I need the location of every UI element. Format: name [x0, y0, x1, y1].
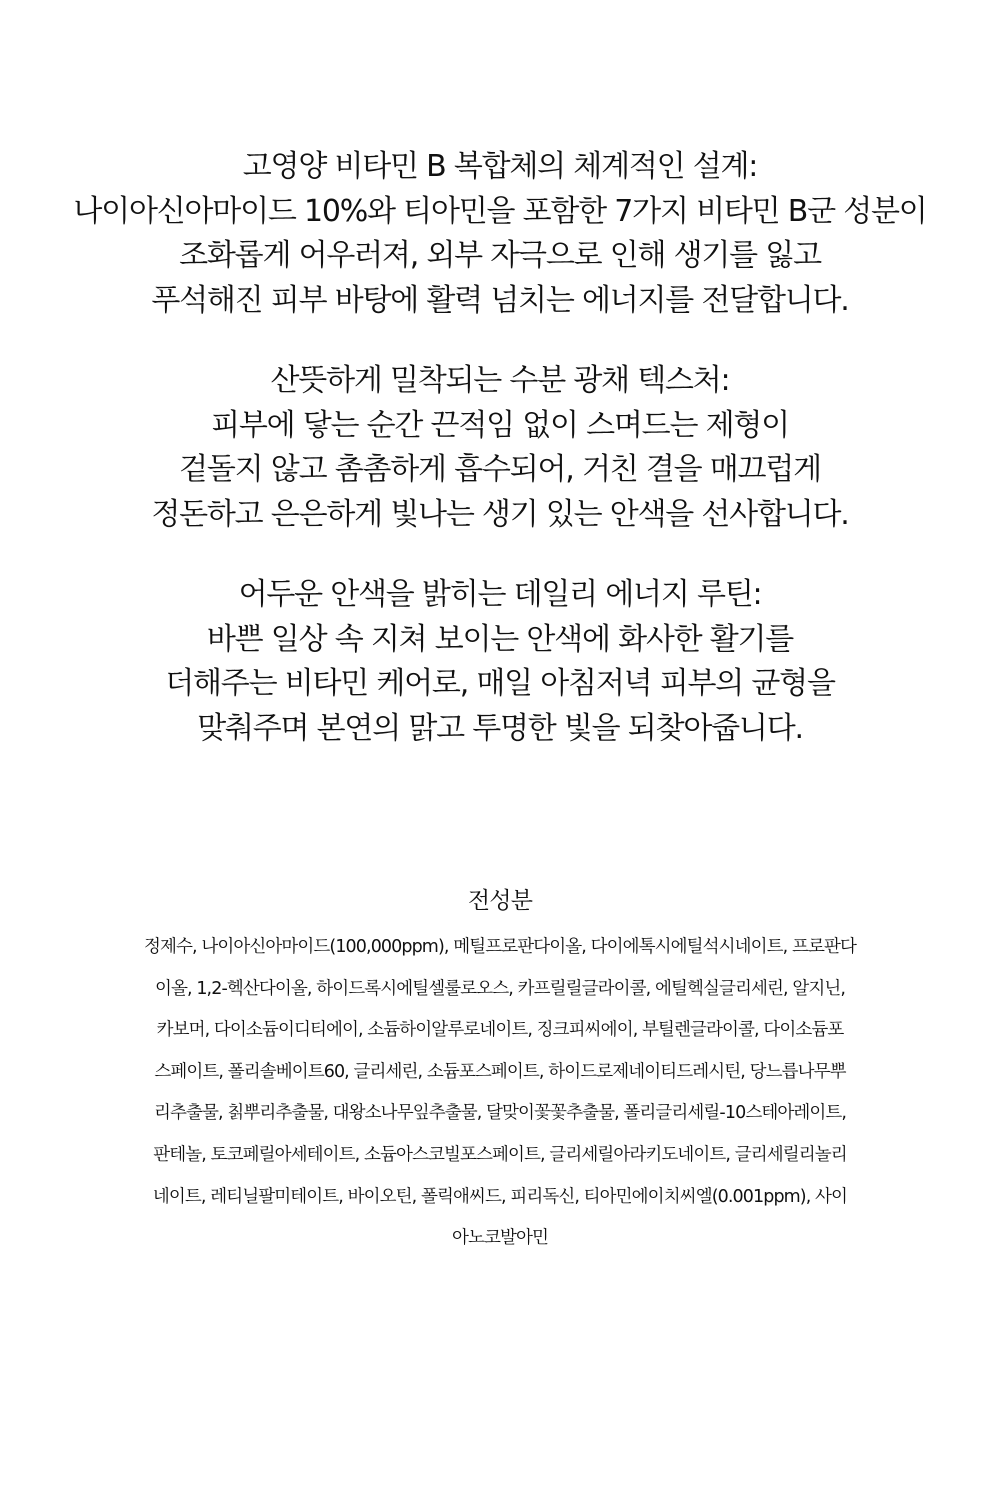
feature-text-line: 정돈하고 은은하게 빛나는 생기 있는 안색을 선사합니다. [151, 497, 849, 533]
feature-heading: 산뜻하게 밀착되는 수분 광채 텍스처: [270, 363, 730, 398]
ingredients-title: 전성분 [467, 888, 533, 914]
feature-text-line: 나이아신아마이드 10%와 티아민을 포함한 7가지 비타민 B군 성분이 [73, 193, 927, 229]
feature-section-texture [20, 359, 980, 538]
ingredients-line: 아노코발아민 [451, 1228, 549, 1249]
feature-text-line: 푸석해진 피부 바탕에 활력 넘치는 에너지를 전달합니다. [151, 283, 849, 319]
feature-heading: 고영양 비타민 B 복합체의 체계적인 설계: [242, 149, 758, 184]
feature-section-vitamin-b-complex [20, 145, 980, 324]
feature-text-line: 피부에 닿는 순간 끈적임 없이 스며드는 제형이 [211, 407, 789, 443]
feature-text-line: 더해주는 비타민 케어로, 매일 아침저녁 피부의 균형을 [165, 666, 835, 702]
ingredients-line: 판테놀, 토코페릴아세테이트, 소듐아스코빌포스페이트, 글리세릴아라키도네이트, 글리세릴리놀리 [153, 1144, 847, 1165]
ingredients-line: 네이트, 레티닐팔미테이트, 바이오틴, 폴릭애씨드, 피리독신, 티아민에이치씨엘(0.001ppm), 사이 [152, 1186, 848, 1207]
ingredients-line: 이올, 1,2-헥산다이올, 하이드록시에틸셀룰로오스, 카프릴릴글라이콜, 에틸헥실글리세린, 알지닌, [154, 978, 846, 999]
feature-text-line: 겉돌지 않고 촘촘하게 흡수되어, 거친 결을 매끄럽게 [179, 452, 821, 488]
ingredients-line: 정제수, 나이아신아마이드(100,000ppm), 메틸프로판다이올, 다이에톡시에틸석시네이트, 프로판다 [144, 937, 856, 957]
feature-heading: 어두운 안색을 밝히는 데일리 에너지 루틴: [238, 577, 762, 612]
feature-text-line: 바쁜 일상 속 지쳐 보이는 안색에 화사한 활기를 [206, 621, 794, 657]
ingredients-line: 스페이트, 폴리솔베이트60, 글리세린, 소듐포스페이트, 하이드로제네이티드레시틴, 당느릅나무뿌 [154, 1061, 846, 1082]
feature-text-line: 조화롭게 어우러져, 외부 자극으로 인해 생기를 잃고 [179, 238, 821, 274]
ingredients-line: 카보머, 다이소듐이디티에이, 소듐하이알루로네이트, 징크피씨에이, 부틸렌글라이콜, 다이소듐포 [156, 1020, 844, 1041]
feature-section-daily-routine [20, 573, 980, 752]
ingredients-line: 리추출물, 칡뿌리추출물, 대왕소나무잎추출물, 달맞이꽃꽃추출물, 폴리글리세릴-10스테아레이트, [153, 1103, 847, 1124]
ingredients-section [40, 878, 960, 1260]
feature-text-line: 맞춰주며 본연의 맑고 투명한 빛을 되찾아줍니다. [197, 711, 803, 747]
